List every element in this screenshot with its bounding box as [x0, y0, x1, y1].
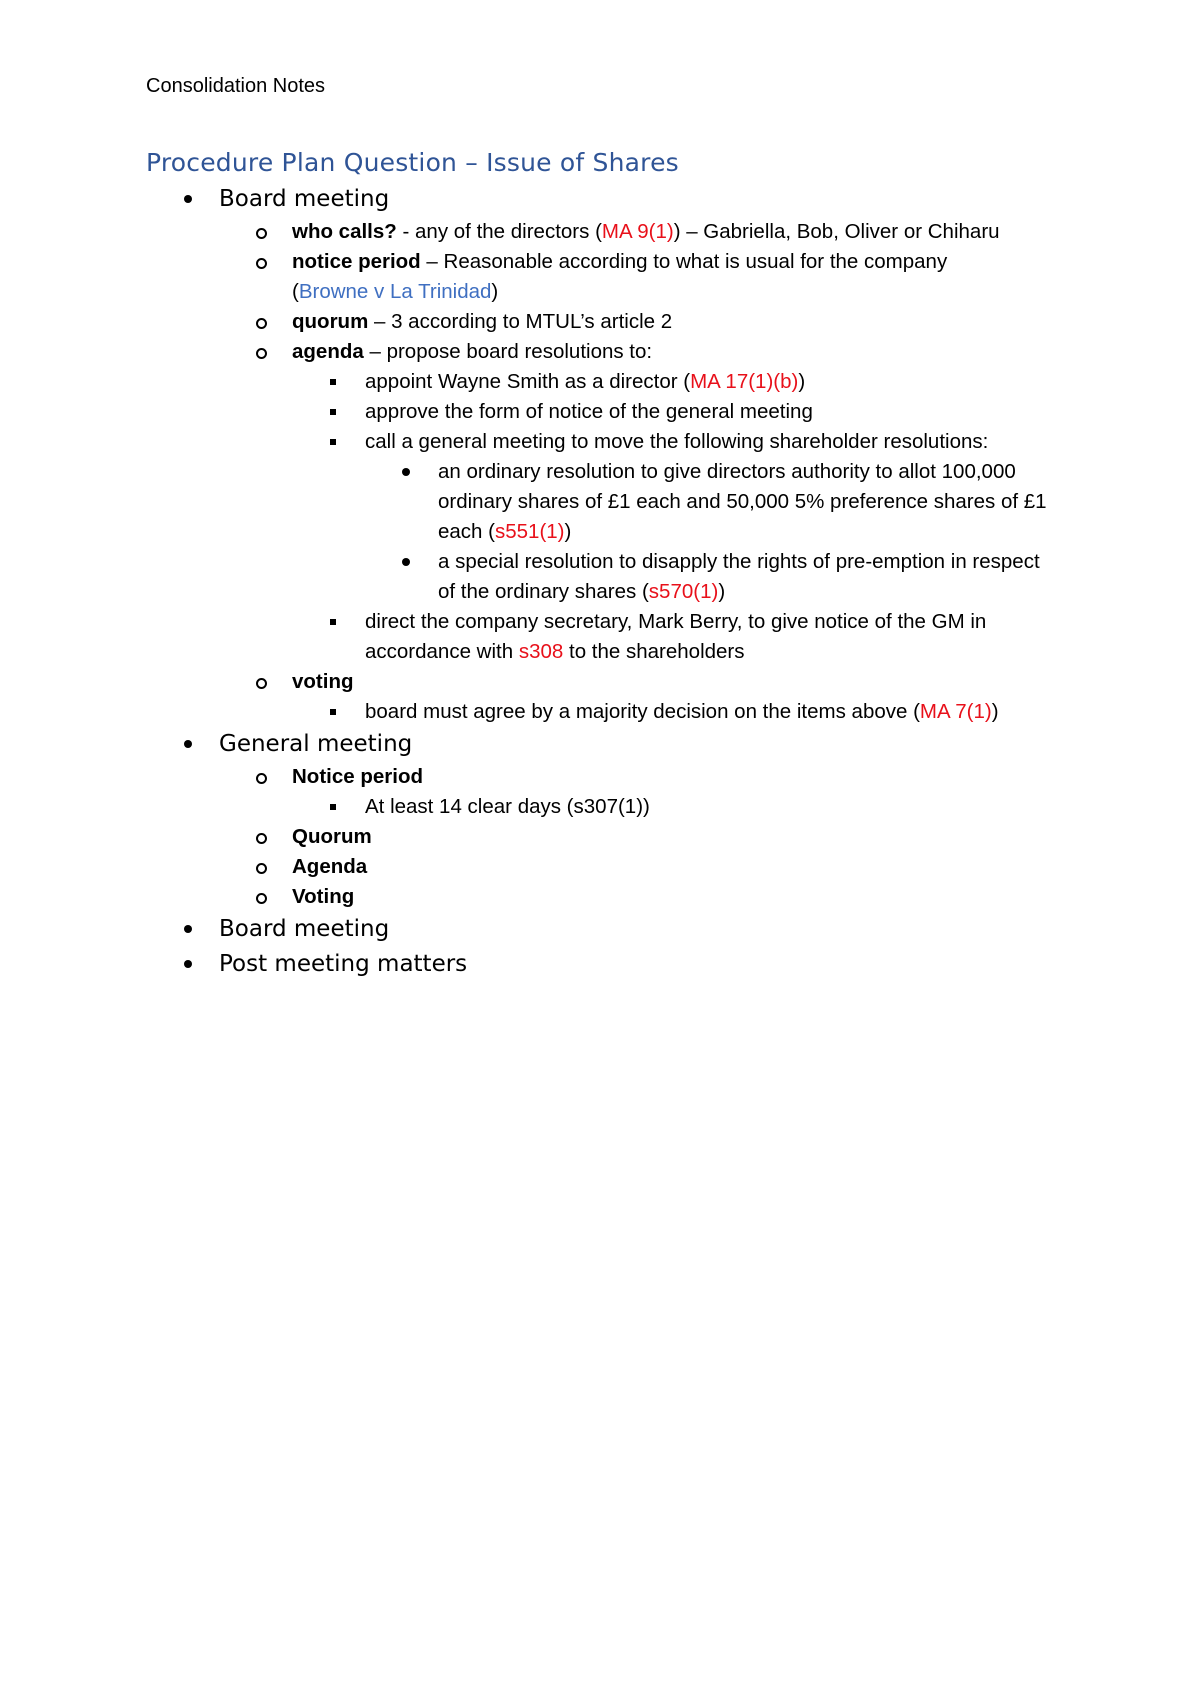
list-item-post-meeting: [0, 947, 1200, 982]
item-text: approve the form of notice of the general meeting: [365, 400, 813, 423]
list-item-appoint-director: [0, 367, 1200, 397]
list-item-clear-days: [0, 792, 1200, 822]
legal-reference: MA 9(1): [601, 220, 674, 243]
legal-reference: MA 7(1): [919, 700, 992, 723]
item-text: – propose board resolutions to:: [363, 340, 653, 363]
item-text: – 3 according to MTUL’s article 2: [368, 310, 673, 333]
list-item-majority-decision: [0, 697, 1200, 727]
item-text: ): [491, 280, 499, 303]
legal-reference: s308: [518, 640, 564, 663]
list-item-gm-voting: [0, 882, 1200, 912]
term-label: voting: [292, 670, 354, 693]
item-text: ) – Gabriella, Bob, Oliver or Chiharu: [673, 220, 1000, 243]
list-item-label: General meeting: [219, 731, 413, 757]
list-item-ordinary-resolution: [0, 457, 1058, 547]
list-item-gm-notice-period: [0, 762, 1200, 792]
item-text: a special resolution to disapply the rights of pre-emption in respect of the ordinary shares (: [438, 550, 1040, 603]
list-item-label: Post meeting matters: [219, 951, 468, 977]
list-item-who-calls: [0, 217, 1200, 247]
list-item-gm-agenda: [0, 852, 1200, 882]
list-item-approve-notice: [0, 397, 1200, 427]
legal-reference: MA 17(1)(b): [690, 370, 799, 393]
list-item-special-resolution: [0, 547, 1058, 607]
item-text: ): [798, 370, 806, 393]
list-item-call-general-meeting: [0, 427, 1200, 457]
term-label: agenda: [292, 340, 364, 363]
item-text: ): [718, 580, 726, 603]
item-text: direct the company secretary, Mark Berry, to give notice of the GM in accordance with: [365, 610, 987, 663]
legal-reference: s551(1): [494, 520, 565, 543]
list-item-board-meeting: [0, 182, 1200, 217]
term-label: Voting: [292, 885, 355, 908]
term-label: Quorum: [292, 825, 372, 848]
page-header: Consolidation Notes: [146, 75, 325, 97]
term-label: quorum: [292, 310, 369, 333]
item-text: ): [564, 520, 572, 543]
term-label: who calls?: [292, 220, 397, 243]
list-item-label: Board meeting: [219, 186, 390, 212]
list-item-general-meeting: [0, 727, 1200, 762]
case-reference: Browne v La Trinidad: [298, 280, 492, 303]
list-item-direct-secretary: [0, 607, 1065, 667]
list-item-label: Board meeting: [219, 916, 390, 942]
item-text: appoint Wayne Smith as a director (: [365, 370, 691, 393]
term-label: notice period: [292, 250, 421, 273]
legal-reference: s570(1): [648, 580, 719, 603]
item-text: call a general meeting to move the following shareholder resolutions:: [365, 430, 989, 453]
term-label: Notice period: [292, 765, 423, 788]
list-item-notice-period: [0, 247, 1012, 307]
list-item-gm-quorum: [0, 822, 1200, 852]
item-text: ): [991, 700, 999, 723]
item-text: an ordinary resolution to give directors authority to allot 100,000 ordinary shares of £1 each and 50,000 5% preference shares of £1 each (: [438, 460, 1047, 543]
item-text: - any of the directors (: [396, 220, 602, 243]
list-item-board-meeting-2: [0, 912, 1200, 947]
item-text: to the shareholders: [563, 640, 745, 663]
section-heading: Procedure Plan Question – Issue of Shares: [146, 148, 679, 177]
item-text: board must agree by a majority decision on the items above (: [365, 700, 920, 723]
term-label: Agenda: [292, 855, 368, 878]
outline-list: [0, 182, 1200, 982]
item-text: At least 14 clear days (s307(1)): [365, 795, 650, 818]
item-text: – Reasonable according to what is usual for the company (: [292, 250, 948, 303]
list-item-voting: [0, 667, 1200, 697]
list-item-quorum: [0, 307, 1200, 337]
list-item-agenda: [0, 337, 1200, 367]
